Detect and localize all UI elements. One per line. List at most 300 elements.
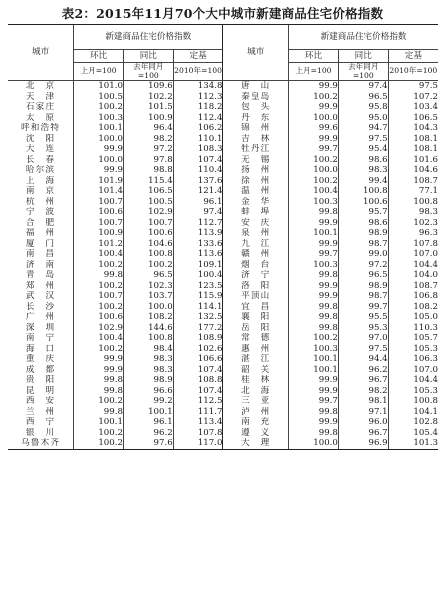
right-base-cell: 108.7 xyxy=(388,281,438,292)
left-yoy-cell: 100.9 xyxy=(123,113,173,124)
right-base-cell: 104.4 xyxy=(388,260,438,271)
right-base-cell: 98.3 xyxy=(388,207,438,218)
left-mom-cell: 100.1 xyxy=(74,123,124,134)
left-city-cell: 北 京 xyxy=(25,81,56,91)
table-row xyxy=(8,291,438,302)
left-city-cell: 重 庆 xyxy=(25,354,56,364)
left-mom-cell: 101.4 xyxy=(74,186,124,197)
left-base-cell: 107.8 xyxy=(173,428,223,439)
right-base-cell: 102.3 xyxy=(388,218,438,229)
right-yoy-cell: 97.2 xyxy=(338,260,388,271)
right-mom-cell: 99.9 xyxy=(289,102,339,113)
left-city-cell: 银 川 xyxy=(25,427,56,438)
left-mom-cell: 100.0 xyxy=(74,134,124,145)
left-mom-cell: 101.9 xyxy=(74,176,124,187)
left-yoy-cell: 115.4 xyxy=(123,176,173,187)
left-base-cell: 102.6 xyxy=(173,344,223,355)
left-mom-cell: 100.9 xyxy=(74,228,124,239)
right-mom-cell: 100.1 xyxy=(289,365,339,376)
left-base-cell: 108.9 xyxy=(173,333,223,344)
left-base-cell: 109.1 xyxy=(173,260,223,271)
right-base-cell: 105.7 xyxy=(388,333,438,344)
right-mom-cell: 100.1 xyxy=(289,228,339,239)
right-yoy-cell: 98.3 xyxy=(338,165,388,176)
right-base-cell: 104.0 xyxy=(388,270,438,281)
left-city-cell: 青 岛 xyxy=(25,270,56,280)
table-row xyxy=(8,218,438,229)
left-yoy-cell: 104.6 xyxy=(123,239,173,250)
table-row xyxy=(8,102,438,113)
left-mom-cell: 100.2 xyxy=(74,102,124,113)
left-mom-cell: 100.2 xyxy=(74,396,124,407)
right-city-cell: 遵 义 xyxy=(223,428,289,439)
table-row xyxy=(8,92,438,103)
left-mom-cell: 100.2 xyxy=(74,260,124,271)
left-mom-cell: 100.7 xyxy=(74,197,124,208)
right-city-cell: 锦 州 xyxy=(223,123,289,134)
right-yoy-cell: 94.4 xyxy=(338,354,388,365)
left-base-cell: 112.4 xyxy=(173,113,223,124)
left-mom-cell: 102.9 xyxy=(74,323,124,334)
sub-yoy-right: 去年同月=100 xyxy=(338,63,388,81)
right-yoy-cell: 97.5 xyxy=(338,344,388,355)
left-mom-cell: 101.0 xyxy=(74,81,124,92)
left-yoy-cell: 96.6 xyxy=(123,386,173,397)
left-city-cell: 大 连 xyxy=(25,144,56,154)
right-city-cell: 吉 林 xyxy=(223,134,289,145)
left-base-cell: 107.4 xyxy=(173,386,223,397)
left-base-cell: 133.6 xyxy=(173,239,223,250)
left-base-cell: 118.2 xyxy=(173,102,223,113)
left-base-cell: 111.7 xyxy=(173,407,223,418)
left-city-cell: 南 京 xyxy=(25,186,56,196)
right-mom-cell: 99.6 xyxy=(289,123,339,134)
right-yoy-cell: 97.1 xyxy=(338,407,388,418)
right-city-cell: 温 州 xyxy=(223,186,289,197)
left-base-cell: 134.8 xyxy=(173,81,223,92)
left-yoy-cell: 101.5 xyxy=(123,102,173,113)
right-yoy-cell: 99.4 xyxy=(338,176,388,187)
right-city-cell: 金 华 xyxy=(223,197,289,208)
table-row xyxy=(8,134,438,145)
left-base-cell: 115.9 xyxy=(173,291,223,302)
right-yoy-cell: 100.6 xyxy=(338,197,388,208)
table-body xyxy=(8,81,438,450)
left-yoy-cell: 98.9 xyxy=(123,375,173,386)
left-city-cell: 深 圳 xyxy=(25,322,56,333)
right-base-cell: 106.8 xyxy=(388,291,438,302)
left-mom-cell: 99.8 xyxy=(74,407,124,418)
group-header-left: 新建商品住宅价格指数 xyxy=(74,25,223,50)
left-mom-cell: 100.2 xyxy=(74,302,124,313)
right-mom-cell: 99.9 xyxy=(289,239,339,250)
col-mom-right: 环比 xyxy=(289,50,339,63)
left-base-cell: 113.9 xyxy=(173,228,223,239)
left-mom-cell: 99.8 xyxy=(74,386,124,397)
right-base-cell: 96.3 xyxy=(388,228,438,239)
left-city-cell: 杭 州 xyxy=(25,196,56,207)
sub-mom-right: 上月=100 xyxy=(289,63,339,81)
left-mom-cell: 100.7 xyxy=(74,218,124,229)
right-base-cell: 110.3 xyxy=(388,323,438,334)
right-mom-cell: 100.3 xyxy=(289,344,339,355)
right-city-cell: 常 德 xyxy=(223,333,289,344)
left-base-cell: 112.3 xyxy=(173,92,223,103)
table-row xyxy=(8,333,438,344)
col-yoy-right: 同比 xyxy=(338,50,388,63)
left-mom-cell: 100.2 xyxy=(74,281,124,292)
table-row xyxy=(8,407,438,418)
table-row xyxy=(8,344,438,355)
left-base-cell: 106.2 xyxy=(173,123,223,134)
right-city-cell: 宜 昌 xyxy=(223,302,289,313)
left-yoy-cell: 102.3 xyxy=(123,281,173,292)
left-city-cell: 合 肥 xyxy=(25,217,56,228)
left-yoy-cell: 97.8 xyxy=(123,155,173,166)
right-city-cell: 丹 东 xyxy=(223,113,289,124)
right-base-cell: 104.6 xyxy=(388,165,438,176)
left-city-cell: 西 宁 xyxy=(25,417,56,427)
right-yoy-cell: 98.2 xyxy=(338,386,388,397)
right-base-cell: 107.8 xyxy=(388,239,438,250)
right-city-cell: 烟 台 xyxy=(223,260,289,271)
left-yoy-cell: 98.2 xyxy=(123,134,173,145)
left-mom-cell: 100.2 xyxy=(74,428,124,439)
right-yoy-cell: 95.4 xyxy=(338,144,388,155)
right-city-cell: 扬 州 xyxy=(223,165,289,176)
left-base-cell: 113.6 xyxy=(173,249,223,260)
left-city-cell: 武 汉 xyxy=(25,291,56,301)
right-base-cell: 108.2 xyxy=(388,302,438,313)
price-index-table xyxy=(8,24,438,450)
right-yoy-cell: 96.2 xyxy=(338,365,388,376)
right-mom-cell: 99.8 xyxy=(289,270,339,281)
left-city-cell: 天 津 xyxy=(25,91,56,102)
right-city-cell: 洛 阳 xyxy=(223,281,289,292)
left-city-cell: 郑 州 xyxy=(25,280,56,291)
left-yoy-cell: 100.2 xyxy=(123,260,173,271)
left-city-cell: 福 州 xyxy=(25,228,56,238)
right-mom-cell: 99.9 xyxy=(289,218,339,229)
left-yoy-cell: 97.6 xyxy=(123,438,173,449)
left-base-cell: 106.6 xyxy=(173,354,223,365)
right-yoy-cell: 99.0 xyxy=(338,249,388,260)
right-mom-cell: 99.9 xyxy=(289,281,339,292)
table-row xyxy=(8,249,438,260)
left-mom-cell: 100.5 xyxy=(74,92,124,103)
city-header-right: 城市 xyxy=(223,25,289,81)
right-mom-cell: 99.7 xyxy=(289,396,339,407)
table-row xyxy=(8,428,438,439)
left-yoy-cell: 106.5 xyxy=(123,186,173,197)
left-mom-cell: 100.3 xyxy=(74,113,124,124)
table-row xyxy=(8,155,438,166)
right-base-cell: 108.7 xyxy=(388,176,438,187)
left-mom-cell: 100.7 xyxy=(74,291,124,302)
right-city-cell: 大 理 xyxy=(223,438,289,449)
left-base-cell: 100.4 xyxy=(173,270,223,281)
left-base-cell: 123.5 xyxy=(173,281,223,292)
left-base-cell: 112.7 xyxy=(173,218,223,229)
table-row xyxy=(8,239,438,250)
left-city-cell: 呼和浩特 xyxy=(20,123,61,133)
table-row xyxy=(8,354,438,365)
left-city-cell: 长 沙 xyxy=(25,301,56,312)
right-city-cell: 湛 江 xyxy=(223,354,289,365)
left-mom-cell: 100.6 xyxy=(74,207,124,218)
col-base-right: 定基 xyxy=(388,50,438,63)
table-row xyxy=(8,312,438,323)
left-mom-cell: 100.6 xyxy=(74,312,124,323)
right-yoy-cell: 98.6 xyxy=(338,155,388,166)
right-yoy-cell: 96.5 xyxy=(338,92,388,103)
left-mom-cell: 100.2 xyxy=(74,344,124,355)
right-city-cell: 韶 关 xyxy=(223,365,289,376)
left-yoy-cell: 97.2 xyxy=(123,144,173,155)
right-mom-cell: 99.7 xyxy=(289,249,339,260)
right-mom-cell: 100.3 xyxy=(289,260,339,271)
left-city-cell: 长 春 xyxy=(25,154,56,165)
left-mom-cell: 100.0 xyxy=(74,155,124,166)
left-yoy-cell: 100.6 xyxy=(123,228,173,239)
left-mom-cell: 99.9 xyxy=(74,144,124,155)
right-yoy-cell: 98.9 xyxy=(338,281,388,292)
right-yoy-cell: 98.1 xyxy=(338,396,388,407)
right-mom-cell: 99.7 xyxy=(289,144,339,155)
table-row xyxy=(8,81,438,92)
right-yoy-cell: 96.7 xyxy=(338,375,388,386)
right-base-cell: 77.1 xyxy=(388,186,438,197)
right-base-cell: 104.4 xyxy=(388,375,438,386)
right-yoy-cell: 97.5 xyxy=(338,134,388,145)
right-yoy-cell: 94.7 xyxy=(338,123,388,134)
right-city-cell: 岳 阳 xyxy=(223,323,289,334)
right-mom-cell: 99.9 xyxy=(289,291,339,302)
left-base-cell: 114.1 xyxy=(173,302,223,313)
right-yoy-cell: 97.0 xyxy=(338,333,388,344)
left-mom-cell: 100.4 xyxy=(74,333,124,344)
left-yoy-cell: 98.3 xyxy=(123,365,173,376)
right-city-cell: 平顶山 xyxy=(223,291,289,302)
right-base-cell: 108.1 xyxy=(388,144,438,155)
right-city-cell: 赣 州 xyxy=(223,249,289,260)
left-base-cell: 110.1 xyxy=(173,134,223,145)
right-mom-cell: 100.1 xyxy=(289,354,339,365)
right-mom-cell: 100.0 xyxy=(289,438,339,449)
right-mom-cell: 99.9 xyxy=(289,386,339,397)
table-row xyxy=(8,113,438,124)
right-mom-cell: 100.3 xyxy=(289,197,339,208)
left-yoy-cell: 96.1 xyxy=(123,417,173,428)
table-row xyxy=(8,386,438,397)
left-city-cell: 乌鲁木齐 xyxy=(8,438,74,449)
right-base-cell: 107.2 xyxy=(388,92,438,103)
right-yoy-cell: 99.7 xyxy=(338,302,388,313)
city-header-left: 城市 xyxy=(8,25,74,81)
left-base-cell: 96.1 xyxy=(173,197,223,208)
left-yoy-cell: 102.9 xyxy=(123,207,173,218)
right-mom-cell: 99.8 xyxy=(289,207,339,218)
right-base-cell: 102.8 xyxy=(388,417,438,428)
right-city-cell: 襄 阳 xyxy=(223,312,289,323)
left-mom-cell: 100.1 xyxy=(74,417,124,428)
right-yoy-cell: 96.5 xyxy=(338,270,388,281)
left-base-cell: 137.6 xyxy=(173,176,223,187)
table-row xyxy=(8,144,438,155)
left-mom-cell: 99.8 xyxy=(74,375,124,386)
right-mom-cell: 99.9 xyxy=(289,417,339,428)
left-base-cell: 121.4 xyxy=(173,186,223,197)
left-city-cell: 广 州 xyxy=(25,312,56,322)
right-base-cell: 97.5 xyxy=(388,81,438,92)
right-mom-cell: 100.2 xyxy=(289,176,339,187)
left-yoy-cell: 144.6 xyxy=(123,323,173,334)
right-yoy-cell: 98.6 xyxy=(338,218,388,229)
left-city-cell: 成 都 xyxy=(25,364,56,375)
left-yoy-cell: 98.8 xyxy=(123,165,173,176)
right-yoy-cell: 95.5 xyxy=(338,312,388,323)
left-mom-cell: 100.4 xyxy=(74,249,124,260)
left-mom-cell: 99.9 xyxy=(74,365,124,376)
left-mom-cell: 99.8 xyxy=(74,270,124,281)
right-mom-cell: 99.9 xyxy=(289,375,339,386)
left-base-cell: 177.2 xyxy=(173,323,223,334)
left-base-cell: 97.4 xyxy=(173,207,223,218)
right-city-cell: 牡丹江 xyxy=(223,144,289,155)
table-row xyxy=(8,197,438,208)
right-mom-cell: 100.2 xyxy=(289,92,339,103)
col-base-left: 定基 xyxy=(173,50,223,63)
left-base-cell: 108.3 xyxy=(173,144,223,155)
left-mom-cell: 101.2 xyxy=(74,239,124,250)
left-mom-cell: 99.9 xyxy=(74,165,124,176)
left-mom-cell: 99.9 xyxy=(74,354,124,365)
left-yoy-cell: 99.2 xyxy=(123,396,173,407)
right-yoy-cell: 96.0 xyxy=(338,417,388,428)
left-city-cell: 济 南 xyxy=(25,259,56,270)
right-yoy-cell: 100.8 xyxy=(338,186,388,197)
left-city-cell: 兰 州 xyxy=(25,406,56,417)
right-mom-cell: 100.2 xyxy=(289,333,339,344)
left-base-cell: 107.4 xyxy=(173,365,223,376)
right-mom-cell: 99.9 xyxy=(289,134,339,145)
right-yoy-cell: 98.9 xyxy=(338,228,388,239)
sub-mom-left: 上月=100 xyxy=(74,63,124,81)
right-city-cell: 无 锡 xyxy=(223,155,289,166)
right-base-cell: 100.8 xyxy=(388,197,438,208)
left-yoy-cell: 96.2 xyxy=(123,428,173,439)
right-mom-cell: 99.9 xyxy=(289,81,339,92)
left-yoy-cell: 98.3 xyxy=(123,354,173,365)
right-mom-cell: 99.8 xyxy=(289,323,339,334)
sub-base-left: 2010年=100 xyxy=(173,63,223,81)
left-city-cell: 贵 阳 xyxy=(25,375,56,385)
right-yoy-cell: 95.0 xyxy=(338,113,388,124)
right-base-cell: 100.8 xyxy=(388,396,438,407)
left-yoy-cell: 100.1 xyxy=(123,407,173,418)
left-base-cell: 113.4 xyxy=(173,417,223,428)
right-mom-cell: 99.8 xyxy=(289,428,339,439)
sub-yoy-left: 去年同月=100 xyxy=(123,63,173,81)
right-base-cell: 105.0 xyxy=(388,312,438,323)
right-yoy-cell: 96.7 xyxy=(338,428,388,439)
left-yoy-cell: 102.2 xyxy=(123,92,173,103)
right-mom-cell: 99.8 xyxy=(289,407,339,418)
right-base-cell: 107.0 xyxy=(388,249,438,260)
table-row xyxy=(8,302,438,313)
right-city-cell: 安 庆 xyxy=(223,218,289,229)
left-city-cell: 哈尔滨 xyxy=(25,165,56,175)
left-yoy-cell: 96.5 xyxy=(123,270,173,281)
left-yoy-cell: 100.5 xyxy=(123,197,173,208)
right-yoy-cell: 95.7 xyxy=(338,207,388,218)
right-mom-cell: 100.0 xyxy=(289,165,339,176)
left-city-cell: 太 原 xyxy=(25,112,56,123)
right-city-cell: 九 江 xyxy=(223,239,289,250)
left-city-cell: 南 昌 xyxy=(25,249,56,259)
table-row xyxy=(8,165,438,176)
right-base-cell: 101.6 xyxy=(388,155,438,166)
right-base-cell: 103.4 xyxy=(388,102,438,113)
right-base-cell: 105.4 xyxy=(388,428,438,439)
left-city-cell: 海 口 xyxy=(25,343,56,354)
table-row xyxy=(8,365,438,376)
right-yoy-cell: 95.8 xyxy=(338,102,388,113)
right-base-cell: 104.1 xyxy=(388,407,438,418)
right-city-cell: 秦皇岛 xyxy=(223,92,289,103)
table-row xyxy=(8,228,438,239)
right-city-cell: 南 充 xyxy=(223,417,289,428)
col-mom-left: 环比 xyxy=(74,50,124,63)
table-row xyxy=(8,123,438,134)
left-yoy-cell: 96.4 xyxy=(123,123,173,134)
right-base-cell: 106.3 xyxy=(388,354,438,365)
right-city-cell: 惠 州 xyxy=(223,344,289,355)
left-yoy-cell: 103.7 xyxy=(123,291,173,302)
table-row xyxy=(8,186,438,197)
table-title: 表2：2015年11月70个大中城市新建商品住宅价格指数 xyxy=(61,6,384,21)
right-base-cell: 106.5 xyxy=(388,113,438,124)
right-yoy-cell: 97.4 xyxy=(338,81,388,92)
right-base-cell: 104.3 xyxy=(388,123,438,134)
table-row xyxy=(8,375,438,386)
left-city-cell: 昆 明 xyxy=(25,385,56,396)
right-city-cell: 泉 州 xyxy=(223,228,289,239)
left-base-cell: 108.8 xyxy=(173,375,223,386)
table-row xyxy=(8,417,438,428)
right-yoy-cell: 96.9 xyxy=(338,438,388,449)
left-base-cell: 112.5 xyxy=(173,396,223,407)
right-base-cell: 101.3 xyxy=(388,438,438,449)
table-row xyxy=(8,270,438,281)
table-row xyxy=(8,396,438,407)
table-row xyxy=(8,438,438,449)
right-city-cell: 桂 林 xyxy=(223,375,289,386)
left-city-cell: 沈 阳 xyxy=(25,133,56,144)
col-yoy-left: 同比 xyxy=(123,50,173,63)
left-base-cell: 110.4 xyxy=(173,165,223,176)
right-mom-cell: 99.8 xyxy=(289,302,339,313)
group-header-right: 新建商品住宅价格指数 xyxy=(289,25,438,50)
table-row xyxy=(8,207,438,218)
left-city-cell: 上 海 xyxy=(25,175,56,186)
right-mom-cell: 100.0 xyxy=(289,113,339,124)
right-city-cell: 济 宁 xyxy=(223,270,289,281)
right-city-cell: 泸 州 xyxy=(223,407,289,418)
left-city-cell: 石家庄 xyxy=(25,102,56,112)
left-yoy-cell: 100.7 xyxy=(123,218,173,229)
left-mom-cell: 100.2 xyxy=(74,438,124,449)
